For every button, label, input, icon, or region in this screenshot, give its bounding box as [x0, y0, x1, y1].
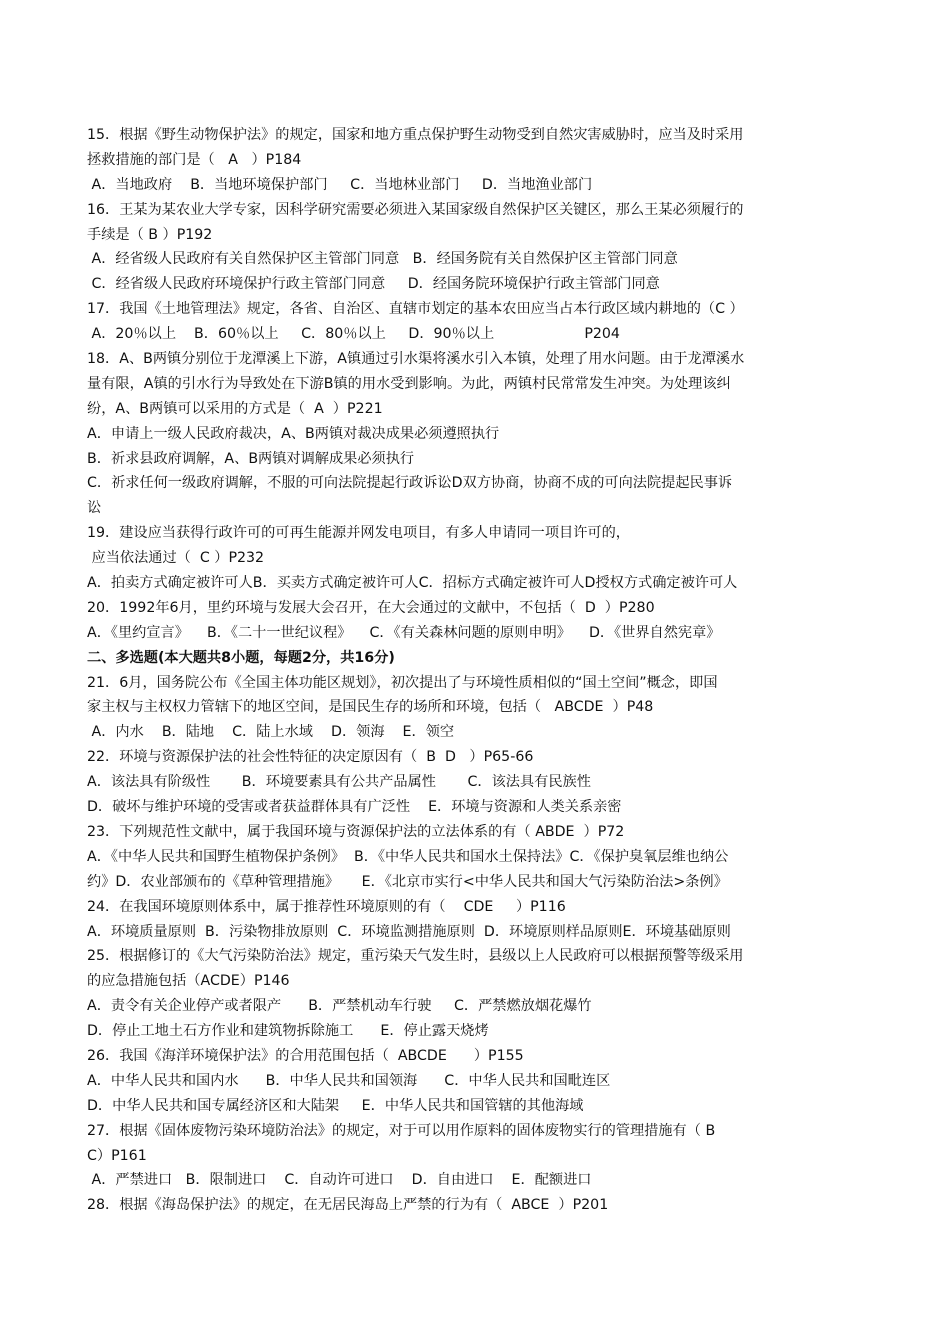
text-line: 量有限，A镇的引水行为导致处在下游B镇的用水受到影响。为此，两镇村民常常发生冲突。为处理该纠: [87, 375, 731, 392]
text-line: A．当地政府 B．当地环境保护部门 C．当地林业部门 D．当地渔业部门: [87, 176, 593, 193]
text-line: A．申请上一级人民政府裁决，A、B两镇对裁决成果必须遵照执行: [87, 425, 500, 442]
text-line: 21．6月，国务院公布《全国主体功能区规划》，初次提出了与环境性质相似的“国土空间”概念，即国: [87, 674, 718, 691]
text-line: C．祈求任何一级政府调解，不服的可向法院提起行政诉讼D双方协商，协商不成的可向法院提起民事诉: [87, 475, 733, 492]
text-line: A．《里约宣言》 B．《二十一世纪议程》 C．《有关森林问题的原则申明》 D．《世界自然宪章》: [87, 624, 721, 641]
text-line: 讼: [87, 500, 102, 517]
text-line: 19．建设应当获得行政许可的可再生能源并网发电项目，有多人申请同一项目许可的，: [87, 525, 630, 542]
text-line: 25．根据修订的《大气污染防治法》规定，重污染天气发生时，县级以上人民政府可以根据预警等级采用: [87, 948, 744, 965]
text-line: 的应急措施包括（ACDE）P146: [87, 973, 290, 990]
text-line: A．经省级人民政府有关自然保护区主管部门同意 B．经国务院有关自然保护区主管部门同意: [87, 251, 678, 268]
text-line: 26．我国《海洋环境保护法》的合用范围包括（ ABCDE ）P155: [87, 1047, 524, 1064]
text-line: 17．我国《土地管理法》规定，各省、自治区、直辖市划定的基本农田应当占本行政区域内耕地的（C ）: [87, 301, 744, 318]
text-line: A．该法具有阶级性 B．环境要素具有公共产品属性 C．该法具有民族性: [87, 774, 591, 791]
text-line: D．中华人民共和国专属经济区和大陆架 E．中华人民共和国管辖的其他海域: [87, 1097, 584, 1114]
text-line: A．20％以上 B．60％以上 C．80％以上 D．90％以上 P204: [87, 326, 620, 343]
text-line: 手续是（ B ）P192: [87, 226, 213, 243]
text-line: 应当依法通过（ C ）P232: [87, 550, 265, 567]
text-line: A．拍卖方式确定被许可人B．买卖方式确定被许可人C．招标方式确定被许可人D授权方式确定被许可人: [87, 575, 738, 592]
text-line: 24．在我国环境原则体系中，属于推荐性环境原则的有（ CDE ）P116: [87, 898, 566, 915]
text-line: 22．环境与资源保护法的社会性特征的决定原因有（ B D ）P65-66: [87, 749, 534, 766]
text-line: 20．1992年6月，里约环境与发展大会召开，在大会通过的文献中，不包括（ D ）P280: [87, 599, 655, 616]
text-line: 15．根据《野生动物保护法》的规定，国家和地方重点保护野生动物受到自然灾害威胁时，应当及时采用: [87, 127, 744, 143]
text-line: D．停止工地土石方作业和建筑物拆除施工 E．停止露天烧烤: [87, 1023, 489, 1040]
text-line: 约》D．农业部颁布的《草种管理措施》 E．《北京市实行<中华人民共和国大气污染防治法>条例》: [87, 873, 728, 890]
text-line: 23．下列规范性文献中，属于我国环境与资源保护法的立法体系的有（ ABDE ）P72: [87, 823, 625, 840]
text-line: 家主权与主权权力管辖下的地区空间，是国民生存的场所和环境，包括（ ABCDE ）P48: [87, 699, 654, 716]
text-line: A．责令有关企业停产或者限产 B．严禁机动车行驶 C．严禁燃放烟花爆竹: [87, 998, 592, 1015]
text-line: A．内水 B．陆地 C．陆上水域 D．领海 E．领空: [87, 724, 455, 741]
text-line: B．祈求县政府调解，A、B两镇对调解成果必须执行: [87, 450, 415, 467]
text-line: A．严禁进口 B．限制进口 C．自动许可进口 D．自由进口 E．配额进口: [87, 1172, 592, 1189]
text-line: 纷，A、B两镇可以采用的方式是（ A ）P221: [87, 400, 383, 417]
section-heading: 二、多选题(本大题共8小题，每题2分，共16分): [87, 649, 395, 666]
text-line: C）P161: [87, 1147, 147, 1164]
text-line: 18．A、B两镇分别位于龙潭溪上下游，A镇通过引水渠将溪水引入本镇，处理了用水问题。由于龙潭溪水: [87, 351, 745, 368]
text-line: 28．根据《海岛保护法》的规定，在无居民海岛上严禁的行为有（ ABCE ）P201: [87, 1197, 609, 1214]
text-line: A．中华人民共和国内水 B．中华人民共和国领海 C．中华人民共和国毗连区: [87, 1072, 611, 1089]
text-line: A．《中华人民共和国野生植物保护条例》 B．《中华人民共和国水土保持法》C．《保护臭氧层维也纳公: [87, 848, 729, 865]
text-line: A．环境质量原则 B．污染物排放原则 C．环境监测措施原则 D．环境原则样品原则E．环境基础原则: [87, 923, 731, 940]
text-line: 27．根据《固体废物污染环境防治法》的规定，对于可以用作原料的固体废物实行的管理措施有（ B: [87, 1122, 716, 1139]
text-line: 16．王某为某农业大学专家，因科学研究需要必须进入某国家级自然保护区关键区，那么王某必须履行的: [87, 201, 744, 218]
text-line: D．破坏与维护环境的受害或者获益群体具有广泛性 E．环境与资源和人类关系亲密: [87, 799, 622, 816]
text-line: 拯救措施的部门是（ A ）P184: [87, 151, 302, 168]
text-line: C．经省级人民政府环境保护行政主管部门同意 D．经国务院环境保护行政主管部门同意: [87, 276, 660, 293]
